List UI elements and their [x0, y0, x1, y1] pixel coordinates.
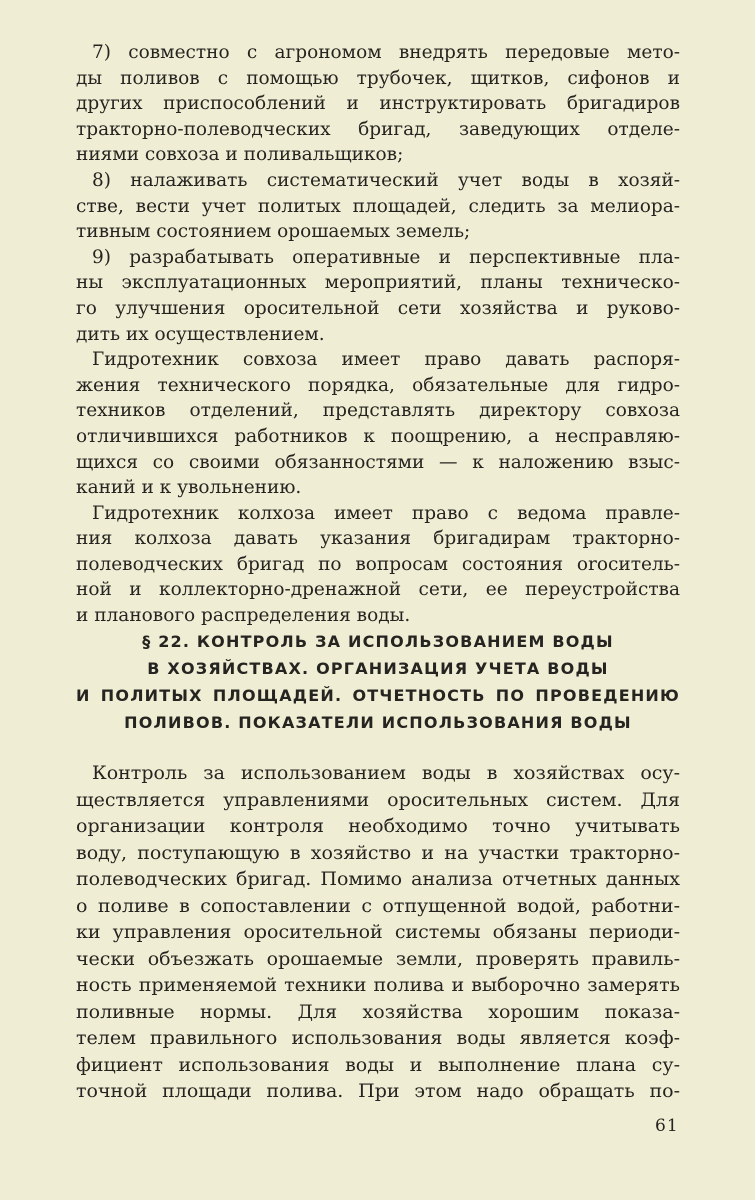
text-line: каний и к увольнению. [76, 477, 302, 499]
heading-line: § 22. КОНТРОЛЬ ЗА ИСПОЛЬЗОВАНИЕМ ВОДЫ [142, 632, 614, 651]
text-line: ществляется управлениями оросительных систем. Для [76, 788, 680, 811]
text-line: о поливе в сопоставлении с отпущенной водой, работни- [76, 894, 680, 917]
text-line: Контроль за использованием воды в хозяйствах осу- [92, 762, 680, 784]
text-line: техников отделений, представлять директору совхоза [76, 400, 680, 422]
text-line: 7) совместно с агрономом внедрять передовые мето- [92, 42, 680, 63]
section-heading [76, 628, 680, 736]
text-line: 8) налаживать систематический учет воды в хозяй- [92, 169, 680, 191]
text-line: полеводческих бригад по вопросам состояния оroситель- [76, 553, 680, 575]
text-line: ния колхоза давать указания бригадирам тракторно- [76, 528, 680, 550]
heading-line: И ПОЛИТЫХ ПЛОЩАДЕЙ. ОТЧЕТНОСТЬ ПО ПРОВЕДЕНИЮ [76, 686, 680, 705]
text-line: ность применяемой техники полива и выборочно замерять [76, 974, 680, 996]
text-line: и планового распределения воды. [76, 605, 411, 627]
text-line: жения технического порядка, обязательные для гидро- [76, 374, 680, 396]
text-line: других приспособлений и инструктировать бригадиров [76, 93, 680, 115]
text-line: тивным состоянием орошаемых земель; [76, 221, 471, 243]
text-block-lower [76, 760, 680, 1105]
text-line: Гидротехник совхоза имеет право давать распоря- [92, 349, 680, 371]
text-line: ны эксплуатационных мероприятий, планы техническо- [76, 272, 680, 294]
text-line: фициент использования воды и выполнение плана су- [76, 1053, 680, 1076]
text-line: ки управления оросительной системы обязаны периоди- [76, 921, 680, 943]
text-line: отличившихся работников к поощрению, а несправляю- [76, 425, 680, 447]
text-line: чески объезжать орошаемые земли, проверять правиль- [76, 947, 680, 970]
text-line: дить их осуществлением. [76, 323, 325, 345]
heading-line: В ХОЗЯЙСТВАХ. ОРГАНИЗАЦИЯ УЧЕТА ВОДЫ [147, 659, 609, 678]
text-block-upper [76, 40, 680, 629]
page-number: 61 [655, 1116, 679, 1136]
text-line: ды поливов с помощью трубочек, щитков, сифонов и [76, 67, 680, 89]
text-line: щихся со своими обязанностями — к наложению взыс- [76, 451, 680, 473]
text-line: полеводческих бригад. Помимо анализа отчетных данных [76, 868, 680, 890]
text-line: поливные нормы. Для хозяйства хорошим показа- [76, 1000, 680, 1023]
text-line: го улучшения оросительной сети хозяйства и руково- [76, 297, 680, 319]
text-line: тракторно-полеводческих бригад, заведующих отделе- [76, 118, 680, 140]
text-line: ниями совхоза и поливальщиков; [76, 144, 404, 166]
text-line: 9) разрабатывать оперативные и перспективные пла- [92, 246, 680, 268]
text-line: точной площади полива. При этом надо обращать по- [76, 1080, 680, 1102]
text-line: телем правильного использования воды является коэф- [76, 1027, 680, 1049]
text-line: ной и коллекторно-дренажной сети, ее переустройства [76, 579, 680, 601]
heading-line: ПОЛИВОВ. ПОКАЗАТЕЛИ ИСПОЛЬЗОВАНИЯ ВОДЫ [124, 713, 632, 732]
text-line: организации контроля необходимо точно учитывать [76, 815, 680, 837]
text-line: Гидротехник колхоза имеет право с ведома правле- [92, 502, 680, 524]
text-line: воду, поступающую в хозяйство и на участки тракторно- [76, 841, 680, 864]
text-line: стве, вести учет политых площадей, следить за мелиора- [76, 195, 680, 217]
